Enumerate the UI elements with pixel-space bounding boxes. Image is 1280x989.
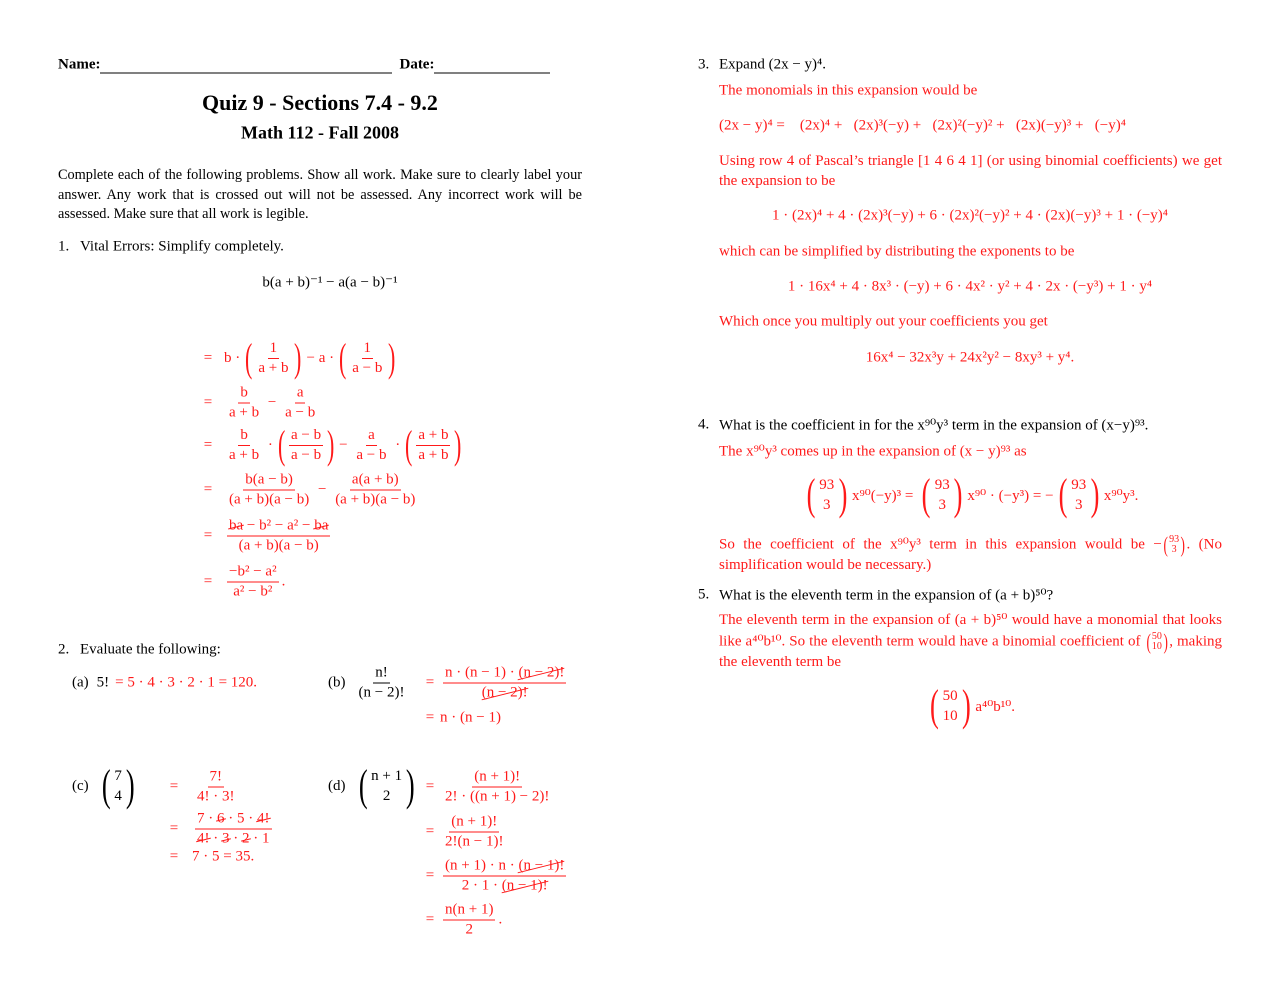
equals-sign: = (203, 436, 213, 453)
denominator (443, 833, 505, 851)
binomial-bottom: 10 (1151, 640, 1162, 652)
crossed-out-term: (n − 1)! (501, 877, 548, 894)
binomial-bottom: 3 (938, 497, 947, 513)
equals-sign: = (203, 527, 213, 544)
q2d-step (418, 858, 569, 895)
q2a (72, 675, 257, 692)
big-paren: ) (388, 335, 396, 380)
denominator (350, 359, 384, 377)
fraction (443, 814, 505, 851)
crossed-out-term: ba (229, 517, 244, 534)
math-text: · (229, 830, 242, 847)
math-text: x⁹⁰y³. (1103, 487, 1139, 504)
fraction (283, 385, 317, 422)
big-paren: ( (277, 422, 285, 467)
right-paren: ) (838, 470, 848, 519)
denominator (227, 404, 261, 422)
q1-prompt: Vital Errors: Simplify completely. (80, 238, 284, 255)
math-text: . (281, 573, 286, 590)
q2a-expr: 5! (96, 674, 110, 691)
q2d-step (418, 902, 502, 939)
fraction (416, 427, 450, 464)
crossed-out-term: 3 (222, 830, 230, 847)
denominator (354, 446, 388, 464)
binomial-bottom: 3 (1074, 497, 1083, 513)
math-text: 1 (269, 339, 278, 356)
math-text: 2 (465, 921, 473, 938)
binomial-coefficient (927, 681, 973, 730)
crossed-out-term: 6 (217, 810, 225, 827)
equals-sign: = (203, 394, 213, 411)
math-text: a + b (258, 359, 289, 376)
math-text: b (240, 426, 248, 443)
name-blank (100, 57, 392, 73)
denominator (357, 684, 407, 702)
step-expression (192, 849, 254, 866)
numerator (227, 564, 279, 583)
math-text: − (335, 436, 352, 453)
q3-answer: 16x⁴ − 32x³y + 24x²y² − 8xy³ + y⁴. (865, 349, 1075, 366)
equals-sign: = (169, 820, 179, 837)
math-text: a (296, 384, 304, 401)
fraction (227, 564, 279, 601)
math-text: − a · (302, 349, 338, 366)
big-paren: ( (338, 335, 347, 380)
math-text: (n + 1) · n · (445, 857, 519, 874)
numerator (449, 814, 499, 833)
numerator (238, 385, 250, 404)
step-expression (224, 422, 463, 467)
denominator (195, 788, 237, 806)
binomial-top: 93 (1071, 477, 1087, 493)
q5-heading (698, 586, 1053, 605)
denominator (283, 404, 317, 422)
math-text: a + b (418, 446, 449, 463)
q4-number: 4. (698, 416, 710, 433)
q1-step (196, 422, 463, 467)
left-paren: ( (1058, 470, 1068, 519)
q2c-lhs (72, 761, 139, 810)
math-text: (a + b)(a − b) (335, 491, 416, 508)
binomial-coefficient (99, 761, 138, 810)
big-paren: ( (244, 335, 253, 380)
math-text: (a + b)(a − b) (229, 491, 310, 508)
denominator (443, 788, 551, 806)
math-text: 7! (209, 768, 222, 785)
left-paren: ( (101, 761, 111, 810)
binomial-coefficient (1145, 628, 1170, 654)
left-paren: ( (1145, 628, 1151, 654)
equals-sign: = (425, 778, 435, 795)
crossed-out-term: 4! (257, 810, 270, 827)
binomial-entries (113, 766, 123, 806)
q2-number: 2. (58, 641, 70, 658)
left-paren: ( (929, 681, 939, 730)
math-text: a (368, 426, 375, 443)
math-text: 7 · 5 = 35. (192, 848, 255, 865)
fraction (443, 665, 566, 702)
binomial-top: n + 1 (371, 768, 403, 784)
math-text: . (No simplification would be necessary.) (719, 536, 1223, 573)
quiz-title: Quiz 9 - Sections 7.4 - 9.2 (202, 90, 438, 115)
math-text: (n − 2)! (358, 684, 405, 701)
numerator (227, 518, 330, 537)
q2c-step (162, 811, 275, 848)
fraction (227, 385, 261, 422)
math-text: 4! · 3! (197, 788, 235, 805)
fraction (333, 472, 417, 509)
numerator (362, 340, 374, 359)
step-expression (224, 335, 397, 380)
equals-sign: = (425, 709, 435, 726)
right-paren: ) (406, 761, 415, 810)
math-text: a + b (229, 446, 260, 463)
denominator (237, 537, 321, 555)
math-text: · (264, 436, 277, 453)
denominator (227, 446, 261, 464)
math-text: −b² − a² (229, 563, 277, 580)
q3-text-4: Which once you multiply out your coefficients you get (719, 313, 1048, 330)
q2a-label: (a) (72, 674, 89, 691)
math-text: 2 · 1 · (461, 877, 502, 894)
q2a-answer: = 5 · 4 · 3 · 2 · 1 = 120. (115, 674, 258, 691)
crossed-out-term: (n − 2)! (518, 664, 565, 681)
crossed-out-term: ba (314, 517, 329, 534)
q5-answer (925, 681, 1015, 730)
math-text: a − b (356, 446, 387, 463)
fraction (256, 340, 290, 377)
q1-step (196, 472, 420, 509)
binomial-entries (942, 686, 959, 726)
math-text: x⁹⁰ · (−y³) = − (967, 487, 1054, 504)
math-text: (n + 1)! (451, 813, 498, 830)
equals-sign: = (425, 823, 435, 840)
math-text: a − b (290, 446, 322, 463)
binomial-coefficient (1162, 534, 1187, 556)
q2-prompt: Evaluate the following: (80, 641, 221, 658)
binomial-entries (818, 475, 835, 515)
math-text: a + b (418, 426, 449, 443)
math-text: a − b (285, 404, 316, 421)
q4-text-2 (719, 534, 1222, 576)
step-expression (440, 902, 502, 939)
right-paren: ) (961, 681, 971, 730)
right-paren: ) (1090, 470, 1099, 519)
binomial-entries (934, 475, 951, 515)
step-expression (440, 769, 554, 806)
math-text: b · (224, 349, 244, 366)
q2c-step (162, 849, 254, 866)
numerator (443, 902, 495, 921)
right-paren: ) (125, 761, 135, 810)
fraction (443, 858, 566, 895)
fraction (227, 518, 330, 555)
numerator (443, 665, 566, 684)
math-text: a − b (352, 359, 383, 376)
q4-heading (698, 416, 1148, 435)
math-text: n · (n − 1) · (445, 664, 519, 681)
q2b-lhs (328, 665, 409, 702)
numerator (416, 427, 450, 446)
big-paren: ( (404, 422, 413, 467)
denominator (333, 491, 417, 509)
fraction (195, 811, 272, 848)
step-expression (224, 518, 333, 555)
q2d-lhs (328, 761, 420, 810)
right-paren: ) (953, 470, 963, 519)
denominator (463, 921, 475, 939)
numerator (289, 427, 323, 446)
binomial-top: 93 (1169, 534, 1180, 545)
binomial-entries (1169, 535, 1179, 555)
fraction (227, 472, 311, 509)
denominator (289, 446, 323, 464)
name-date-line (58, 57, 550, 74)
equals-sign: = (425, 911, 435, 928)
step-expression (224, 564, 285, 601)
math-text: b(a − b) (245, 471, 293, 488)
math-text: 1 (363, 339, 372, 356)
q1-step (196, 518, 333, 555)
fraction (443, 769, 551, 806)
q5-number: 5. (698, 586, 710, 603)
q2b-label: (b) (328, 674, 346, 691)
binomial-coefficient (804, 470, 850, 519)
q3-text-3: which can be simplified by distributing the exponents to be (719, 243, 1075, 260)
binomial-bottom: 3 (1171, 544, 1177, 555)
math-text: x⁹⁰(−y)³ = (851, 487, 918, 504)
math-text: The eleventh term in the expansion of (a + b)⁵⁰ would have a monomial that looks like a⁴⁰b¹⁰. So the eleventh term would have a binomial coefficient of (719, 612, 1222, 649)
math-text: 2!(n − 1)! (445, 833, 504, 850)
numerator (366, 427, 377, 446)
math-text: So the coefficient of the x⁹⁰y³ term in this expansion would be − (719, 536, 1162, 553)
q2b-step (418, 665, 569, 702)
binomial-bottom: 4 (114, 788, 122, 804)
left-paren: ( (358, 761, 368, 810)
binomial-top: 50 (1151, 630, 1162, 642)
fraction (354, 427, 388, 464)
date-label: Date: (399, 56, 435, 73)
math-text: a − b (290, 426, 322, 443)
denominator (256, 359, 290, 377)
binomial-top: 50 (942, 688, 958, 704)
numerator (208, 769, 225, 788)
math-text: · 1 (249, 830, 270, 847)
math-text: a(a + b) (351, 471, 399, 488)
left-paren: ( (1163, 532, 1168, 557)
q2-heading (58, 642, 221, 659)
denominator (231, 583, 274, 601)
binomial-top: 7 (114, 768, 122, 784)
quiz-subtitle: Math 112 - Fall 2008 (241, 122, 399, 143)
instructions: Complete each of the following problems. Show all work. Make sure to clearly label your answer. Any work that is crossed out will not be assessed. Any incorrect work will be assessed. Make sure that all work is legible. (58, 167, 582, 222)
math-text: a² − b² (233, 583, 273, 600)
binomial-coefficient (1056, 470, 1102, 519)
q4-text-1: The x⁹⁰y³ comes up in the expansion of (x − y)⁹³ as (719, 443, 1027, 460)
denominator (195, 830, 272, 848)
equals-sign: = (203, 573, 213, 590)
q5-text (719, 611, 1222, 672)
step-expression (192, 811, 275, 848)
left-paren: ( (922, 470, 931, 519)
numerator (443, 858, 566, 877)
math-text: . (498, 911, 503, 928)
step-expression (440, 665, 569, 702)
crossed-out-term: 2 (242, 830, 250, 847)
q2d-step (418, 814, 508, 851)
binomial-bottom: 3 (823, 497, 831, 513)
big-paren: ) (454, 422, 462, 467)
big-paren: ) (294, 335, 302, 380)
binomial-entries (370, 766, 403, 806)
binomial-coefficient (919, 470, 965, 519)
denominator (227, 491, 311, 509)
q2b-step (418, 710, 501, 727)
binomial-top: 93 (934, 477, 950, 493)
numerator (373, 665, 390, 684)
equals-sign: = (203, 349, 213, 366)
step-expression (192, 769, 240, 806)
math-text: · (209, 830, 222, 847)
q1-step (196, 335, 397, 380)
crossed-out-term: (n − 1)! (518, 857, 565, 874)
math-text: − (264, 394, 281, 411)
left-paren: ( (806, 470, 816, 519)
q1-heading (58, 239, 284, 256)
q3-expansion: 1 · (2x)⁴ + 4 · (2x)³(−y) + 6 · (2x)²(−y)² + 4 · (2x)(−y)³ + 1 · (−y)⁴ (771, 207, 1169, 224)
q3-text-1: The monomials in this expansion would be (719, 82, 978, 99)
step-expression (440, 710, 501, 727)
math-text: a + b (229, 404, 260, 421)
right-paren: ) (1163, 628, 1168, 654)
binomial-coefficient (356, 761, 418, 810)
denominator (460, 877, 550, 895)
equals-sign: = (425, 867, 435, 884)
numerator (472, 769, 522, 788)
q1-step (196, 385, 320, 422)
q3-prompt: Expand (2x − y)⁴. (719, 56, 826, 73)
numerator (295, 385, 306, 404)
fraction (350, 340, 384, 377)
step-expression (224, 472, 420, 509)
q3-text-2: Using row 4 of Pascal’s triangle [1 4 6 4 1] (or using binomial coefficients) we get the expansion to be (719, 153, 1222, 189)
right-paren: ) (1180, 532, 1186, 557)
fraction (357, 665, 407, 702)
equals-sign: = (425, 674, 435, 691)
q2d-label: (d) (328, 777, 346, 794)
fraction (289, 427, 323, 464)
binomial-entries (1152, 632, 1162, 652)
math-text: n · (n − 1) (440, 709, 501, 726)
math-text: (n + 1)! (474, 768, 521, 785)
q2d-step (418, 769, 554, 806)
fraction (443, 902, 495, 939)
crossed-out-term: 4! (197, 830, 210, 847)
denominator (480, 684, 530, 702)
date-blank (434, 57, 550, 73)
q3-number: 3. (698, 56, 710, 73)
q3-heading (698, 57, 826, 74)
q2c-step (162, 769, 240, 806)
q5-prompt: What is the eleventh term in the expansion of (a + b)⁵⁰? (719, 587, 1054, 604)
q4-prompt: What is the coefficient in for the x⁹⁰y³ term in the expansion of (x−y)⁹³. (719, 417, 1149, 434)
binomial-bottom: 2 (382, 788, 391, 804)
math-text: − b² − a² − (243, 517, 315, 534)
math-text: n(n + 1) (445, 901, 494, 918)
q3-simplified: 1 · 16x⁴ + 4 · 8x³ · (−y) + 6 · 4x² · y² + 4 · 2x · (−y³) + 1 · y⁴ (787, 278, 1153, 295)
equals-sign: = (169, 848, 179, 865)
binomial-entries (1070, 475, 1087, 515)
math-text: b (240, 384, 248, 401)
step-expression (224, 385, 320, 422)
equals-sign: = (169, 778, 179, 795)
q1-expression: b(a + b)⁻¹ − a(a − b)⁻¹ (262, 274, 398, 291)
math-text: a⁴⁰b¹⁰. (975, 698, 1015, 715)
numerator (243, 472, 295, 491)
math-text: 2! · ((n + 1) − 2)! (445, 788, 550, 805)
numerator (350, 472, 401, 491)
q1-number: 1. (58, 238, 70, 255)
math-text: − (314, 481, 331, 498)
q1-step (196, 564, 285, 601)
denominator (416, 446, 450, 464)
step-expression (440, 814, 508, 851)
math-text: 7 · (197, 810, 217, 827)
numerator (195, 811, 272, 830)
math-text: , making the eleventh term be (719, 632, 1222, 670)
binomial-bottom: 10 (942, 708, 958, 724)
equals-sign: = (203, 481, 213, 498)
name-label: Name: (58, 56, 101, 73)
math-text: n! (375, 664, 388, 681)
math-text: · 5 · (224, 810, 257, 827)
binomial-top: 93 (819, 477, 835, 493)
q3-monomials: (2x − y)⁴ = (2x)⁴ + (2x)³(−y) + (2x)²(−y)² + (2x)(−y)³ + (−y)⁴ (719, 117, 1126, 134)
numerator (238, 427, 250, 446)
crossed-out-term: (n − 2)! (481, 684, 528, 701)
fraction (227, 427, 261, 464)
numerator (268, 340, 280, 359)
step-expression (440, 858, 569, 895)
fraction (195, 769, 237, 806)
q4-equation (802, 470, 1139, 519)
math-text: (a + b)(a − b) (238, 537, 319, 554)
math-text: · (391, 436, 404, 453)
q2c-label: (c) (72, 777, 89, 794)
big-paren: ) (327, 422, 335, 467)
